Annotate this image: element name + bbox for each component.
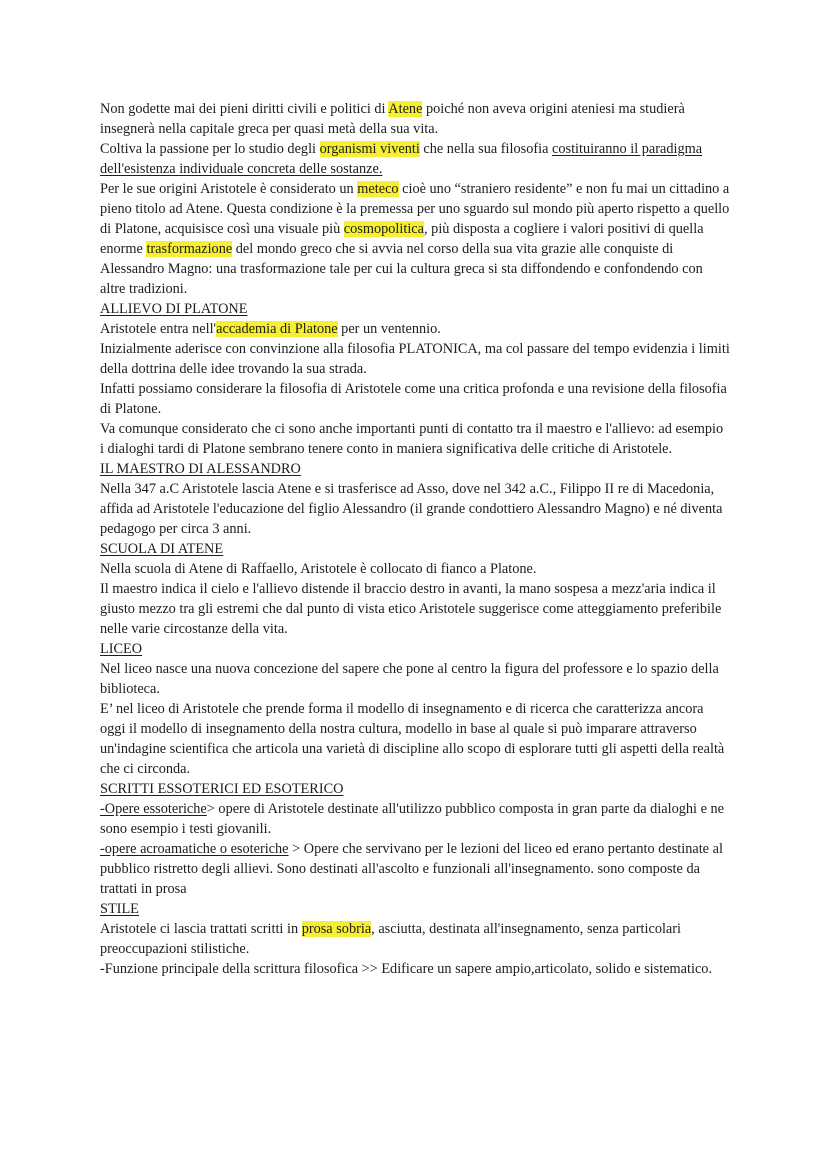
heading-allievo-di-platone: ALLIEVO DI PLATONE (100, 301, 248, 317)
paragraph-platonica: Inizialmente aderisce con convinzione alla filosofia PLATONICA, ma col passare del tempo evidenzia i limiti della dottrina delle idee trovando la sua strada. (100, 341, 730, 377)
paragraph-funzione: -Funzione principale della scrittura filosofica >> Edificare un sapere ampio,articolato, solido e sistematico. (100, 961, 713, 977)
underlined-opere-essoteriche: -Opere essoteriche (100, 801, 207, 817)
highlight-atene: Atene (388, 101, 423, 117)
text: per un ventennio. (337, 321, 441, 337)
heading-liceo: LICEO (100, 641, 143, 657)
text: poiché non aveva origini ateniesi ma studierà insegnerà nella capitale greca per quasi metà della sua vita. (100, 101, 685, 137)
highlight-prosa-sobria: prosa sobria (301, 921, 372, 937)
highlight-accademia-di-platone: accademia di Platone (216, 321, 338, 337)
heading-stile: STILE (100, 901, 139, 917)
text: Per le sue origini Aristotele è considerato un (100, 181, 358, 197)
paragraph-asso: Nella 347 a.C Aristotele lascia Atene e si trasferisce ad Asso, dove nel 342 a.C., Filippo II re di Macedonia, affida ad Aristotele l'educazione del figlio Alessandro (il grande condottiero Alessandro Magno) e né diventa pedagogo per circa 3 anni. (100, 481, 723, 537)
paragraph-acroamatiche (100, 839, 730, 899)
highlight-cosmopolitica: cosmopolitica (343, 221, 425, 237)
highlight-organismi-viventi: organismi viventi (319, 141, 420, 157)
text: Aristotele entra nell' (100, 321, 217, 337)
paragraph-passion (100, 139, 730, 179)
text: del mondo greco che si avvia nel corso della sua vita grazie alle conquiste di Alessandro Magno: una trasformazione tale per cui la cultura greca si sta diffondendo e confondendo con altre tradizioni. (100, 241, 703, 297)
text: che nella sua filosofia (419, 141, 553, 157)
text: > opere di Aristotele destinate all'utilizzo pubblico composta in gran parte da dialoghi e ne sono esempio i testi giovanili. (100, 801, 725, 837)
underlined-paradigma: costituiranno il paradigma dell'esistenza individuale concreta delle sostanze. (100, 141, 703, 177)
document-page (100, 99, 730, 979)
highlight-trasformazione: trasformazione (146, 241, 233, 257)
text: cioè uno “straniero residente” e non fu mai un cittadino a pieno titolo ad Atene. Questa condizione è la premessa per uno sguardo sul mondo più aperto rispetto a quello di Platone, acquisisce così una visuale più (100, 181, 730, 237)
paragraph-modello: E’ nel liceo di Aristotele che prende forma il modello di insegnamento e di ricerca che caratterizza ancora oggi il modello di insegnamento della nostra cultura, modello in base al quale si può imparare attraverso un'indagine scientifica che articola una varietà di discipline allo scopo di esplorare tutti gli aspetti della realtà che ci circonda. (100, 701, 725, 777)
paragraph-meteco (100, 179, 730, 299)
paragraph-essoteriche (100, 799, 730, 839)
text: Aristotele ci lascia trattati scritti in (100, 921, 302, 937)
heading-maestro-di-alessandro: IL MAESTRO DI ALESSANDRO (100, 461, 301, 477)
paragraph-contatto: Va comunque considerato che ci sono anche importanti punti di contatto tra il maestro e l'allievo: ad esempio i dialoghi tardi di Platone sembrano tenere conto in maniera significativa delle critiche di Aristotele. (100, 421, 724, 457)
text: , asciutta, destinata all'insegnamento, senza particolari preoccupazioni stilistiche. (100, 921, 682, 957)
paragraph-prosa (100, 919, 730, 959)
paragraph-accademia (100, 319, 730, 339)
paragraph-giusto-mezzo: Il maestro indica il cielo e l'allievo distende il braccio destro in avanti, la mano sospesa a mezz'aria indica il giusto mezzo tra gli estremi che dal punto di vista etico Aristotele suggerisce come atteggiamento preferibile nelle varie circostanze della vita. (100, 581, 722, 637)
paragraph-critica: Infatti possiamo considerare la filosofia di Aristotele come una critica profonda e una revisione della filosofia di Platone. (100, 381, 727, 417)
highlight-meteco: meteco (357, 181, 399, 197)
text: Coltiva la passione per lo studio degli (100, 141, 320, 157)
heading-scritti: SCRITTI ESSOTERICI ED ESOTERICO (100, 781, 344, 797)
text: , più disposta a cogliere i valori positivi di quella enorme (100, 221, 704, 257)
paragraph-biblioteca: Nel liceo nasce una nuova concezione del sapere che pone al centro la figura del professore e lo spazio della biblioteca. (100, 661, 719, 697)
text: Non godette mai dei pieni diritti civili e politici di (100, 101, 389, 117)
underlined-opere-acroamatiche: -opere acroamatiche o esoteriche (100, 841, 289, 857)
heading-scuola-di-atene: SCUOLA DI ATENE (100, 541, 224, 557)
paragraph-origins (100, 99, 730, 139)
paragraph-raffaello: Nella scuola di Atene di Raffaello, Aristotele è collocato di fianco a Platone. (100, 561, 537, 577)
text: > Opere che servivano per le lezioni del liceo ed erano pertanto destinate al pubblico ristretto degli allievi. Sono destinati all'ascolto e funzionali all'insegnamento. sono composte da trattati in prosa (100, 841, 723, 897)
